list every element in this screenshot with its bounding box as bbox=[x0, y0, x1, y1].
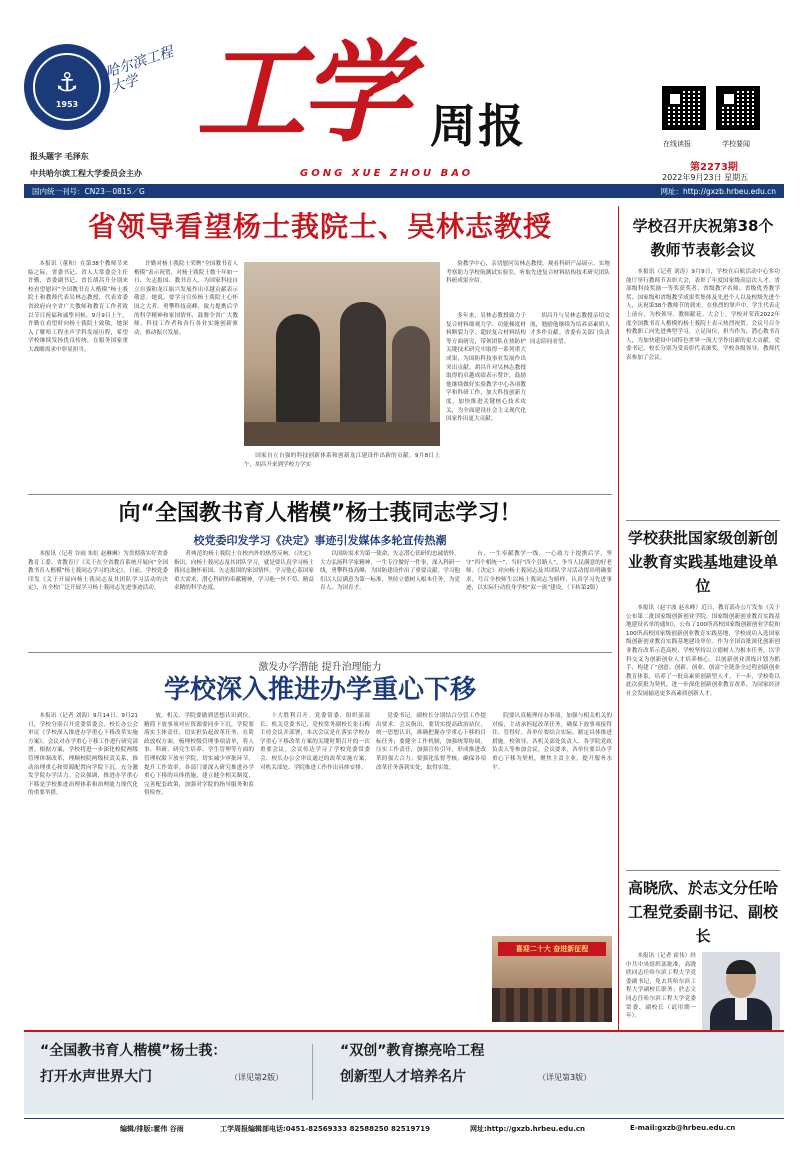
side3-body: 本报讯（记者 霍伟）经中共中央组织部批准，高晓欣同志任哈尔滨工程大学党委副书记，免去其哈尔滨工程大学副校长职务；於志文同志任哈尔滨工程大学党委常委、副校长（试用期一年）。 bbox=[626, 953, 696, 1020]
article3-headline: 学校深入推进办学重心下移 bbox=[163, 675, 476, 705]
article1-col6: 胡昌升与吴林志教授亲切交流，勉励他继续为培养高素质人才多作贡献。省委有关部门负责同志陪同看望。 bbox=[530, 313, 610, 345]
side2-headline: 学校获批国家级创新创业教育实践基地建设单位 bbox=[627, 529, 778, 595]
website-url[interactable]: 网址：http://gxzb.hrbeu.edu.cn bbox=[660, 187, 776, 196]
side1-headline: 学校召开庆祝第38个教师节表彰会议 bbox=[632, 217, 774, 259]
masthead-pinyin: GONG XUE ZHOU BAO bbox=[300, 168, 474, 179]
article1-col4: 验教学中心，亲切慰问吴林志教授，观看科研产品展示，实地考察助力学校航测试实验室，听取先进复合材料结构技术研究团队科研成果介绍。 bbox=[446, 261, 610, 285]
logo-year: 1953 bbox=[55, 100, 79, 109]
article1-col3: 国家自立自强的科技创新体系和创新龙江建设作出新的贡献。9月8日上午，胡昌升来到学校力学实 bbox=[244, 453, 440, 468]
article1-photo bbox=[244, 262, 440, 446]
teaser-right-ref: （详见第3版） bbox=[538, 1073, 592, 1082]
footer-editors: 编辑/排版:霍伟 谷雨 bbox=[120, 1125, 184, 1133]
article2-subhead: 校党委印发学习《决定》事迹引发媒体多轮宣传热潮 bbox=[193, 534, 447, 547]
photo-audience bbox=[492, 988, 612, 1022]
photo-table bbox=[244, 422, 440, 446]
article3-col3: 十大胜利召开。党委常委、组织部部长、机关党委书记、党校常务副校长张石梅主持会议并部署，本次会议是在落实学校办学重心下移改革方案的关键时期召开的一次重要会议。会议传达学习了学校党委常委会、校长办公会审议通过的改革实施方案，对机关部处、学院推进工作作出具体安排。 bbox=[260, 713, 370, 771]
teaser-left-subline[interactable]: 打开水声世界大门 bbox=[40, 1069, 152, 1085]
issue-date: 2022年9月23日 星期五 bbox=[662, 173, 749, 182]
side1-body: 本报讯（记者 刘涛）9月9日，学校在启航活动中心多功能厅举行教师节表彰大会，表彰了年度国家级高层次人才、省部级科技奖励一等奖获奖者、省级教学名师、省级优秀教学奖、国家级和省级教学成果奖集体及先进个人以及校级先进个人，庆祝第38个教师节的到来。在热烈的掌声中，学生代表走上前台，为校领导、教师献花。大会上，学校对荣获2022年度全国教书育人楷模的杨士莪院士表示热烈祝贺。会议号召全校教职工向先进典型学习，立足岗位，担当作为，潜心教书育人，为加快建设中国特色世界一流大学作出新的更大贡献。党委书记、校长分别为受表彰代表颁奖。学校各级领导、教师代表参加了会议。 bbox=[626, 269, 780, 361]
photo-figure-right bbox=[392, 326, 430, 426]
masthead-inscription: 报头题字 毛泽东 bbox=[30, 152, 89, 161]
issue-number: 第2273期 bbox=[690, 162, 738, 173]
article2-col4: 台，一生奉献教学一线，一心致力于提携后学，坚守“四个相统一”，当好“四个引路人”，争当人民满意的好老师。《决定》对向杨士莪同志及其团队学习活动提出明确要求，号召全校师生以杨士莪同志为榜样，认真学习先进事迹，以实际行动投身学校“双一流”建设。（下转第2版） bbox=[466, 551, 612, 592]
article2-col3: 以国防需求为第一使命，矢志潜心钻研的忠诚情怀。大力弘扬科学家精神，一生专注做好一件事，深入科研一线，勇攀科技高峰，为国防建设作出了重要贡献。学习他们以人民满意为第一标准，坚持立德树人根本任务，为党育人、为国育才。 bbox=[320, 551, 460, 592]
sidebar-divider bbox=[618, 206, 619, 1030]
article3-col1: 本报讯（记者 刘海）9月14日、9月21日，学校分别召开党委常委会、校长办公会审议《学校深入推进办学重心下移改革实施方案》，会议对办学重心下移工作进行研究部署。根据方案，学校将进一步深化校院两级管理体制改革，理顺校院两级权责关系，推动治理重心和资源配置向学院下沉，充分激发学院办学活力。会议强调，推进办学重心下移是学校推进治理体系和治理能力现代化的重要举措。 bbox=[28, 713, 138, 797]
article3-kicker: 激发办学潜能 提升治理能力 bbox=[258, 662, 382, 673]
portrait-collar bbox=[735, 998, 747, 1020]
teaser-left-headline[interactable]: “全国教书育人楷模”杨士莪： bbox=[40, 1043, 227, 1059]
qr-code-online-reading[interactable] bbox=[662, 86, 706, 130]
article3-photo bbox=[492, 936, 612, 1022]
publication-number: 国内统一刊号：CN23－0815／G bbox=[32, 187, 145, 196]
qr-right-label: 学校要闻 bbox=[722, 140, 750, 148]
side2-body: 本报讯（赵宇波 赵永峰）近日，教育部办公厅发布《关于公布第二批国家级创新创业学院、国家级创新创业教育实践基地建设名单的通知》，公布了100所高校国家级创新创业学院和100所高校国家级创新创业教育实践基地，学校成功入选国家级创新创业教育实践基地建设单位。作为全国首批深化创新创业教育改革示范高校，学校坚持以立德树人为根本任务，以学科交叉为创新创业人才培养核心，以创新创业训练计划为抓手，构建了“创意、创新、创业、创富”全链条全过程创新创业教育体系，培养了一批高素质创新型人才。下一步，学校将以此次获批为契机，进一步深化创新创业教育改革，为国家经济社会发展输送更多高素质创新人才。 bbox=[626, 605, 780, 697]
info-bar bbox=[24, 184, 784, 198]
photo-banner: 喜迎二十大 奋进新征程 bbox=[498, 942, 606, 956]
footer-office: 工学周报编辑部电话:0451-82569333 82588250 82519719 bbox=[220, 1125, 430, 1133]
masthead-sponsor: 中共哈尔滨工程大学委员会主办 bbox=[30, 169, 142, 178]
footer-email[interactable]: E-mail:gxzb@hrbeu.edu.cn bbox=[630, 1124, 736, 1132]
divider-a1 bbox=[28, 494, 612, 495]
school-logo bbox=[24, 44, 110, 130]
qr-code-school-news[interactable] bbox=[716, 86, 760, 130]
portrait-hair bbox=[726, 960, 756, 974]
article1-col1: 本报讯（董和）在第38个教师节来临之际，省委书记、省人大常委会主任许勤，省委副书记、省长胡昌升分别来校看望慰问“全国教书育人楷模”杨士莪院士和教师代表吴林志教授，代表省委省政府向全省广大教师和教育工作者致以节日祝福和诚挚问候。9月9日上午，许勤在看望时向杨士莪院士致敬，她深入了解哈工程水声学科发展历程，希望学校继续发扬优良传统，在服务国家重大战略需求中彰显担当。 bbox=[28, 261, 128, 353]
masthead-title-gongxue: 工学 bbox=[196, 28, 404, 157]
footer-site[interactable]: 网址:http://gxzb.hrbeu.edu.cn bbox=[470, 1125, 586, 1133]
masthead-title-zhoubao: 周报 bbox=[430, 99, 526, 153]
teaser-right-subline[interactable]: 创新型人才培养名片 bbox=[340, 1069, 466, 1085]
teaser-right-headline[interactable]: “双创”教育擦亮哈工程 bbox=[340, 1043, 485, 1059]
article2-col2: 者典范的杨士莪院士在校内外的热烈反响。《决定》指出，向杨士莪同志及其团队学习，就是要认真学习杨士莪同志胸怀祖国、矢志报国的家国情怀，学习他心系国家重大需求、潜心科研的奉献精神，学习他一丝不苟、精益求精的科学态度。 bbox=[174, 551, 314, 592]
teaser-separator bbox=[312, 1044, 313, 1100]
side3-portrait bbox=[702, 952, 780, 1034]
article1-col2: 许勤对杨士莪院士荣膺“全国教书育人楷模”表示祝贺，对杨士莪院士数十年如一日、矢志报国、教书育人，为国家科技自立自强和龙江振兴发展作出卓越贡献表示敬意。她说，要学习宣传杨士莪院士心怀国之大者、勇攀科技高峰、致力提携后学的科学精神和家国情怀，鼓舞全省广大教师、科技工作者和各行各业实施创新驱动、推动振兴发展。 bbox=[134, 261, 238, 336]
divider-a2 bbox=[28, 652, 612, 653]
article2-col1: 本报讯（记者 谷雨 朱虹 赵琳琳）为贯彻落实好省委教育工委、省教育厅《关于在全省教育系统开展向“全国教书育人楷模”杨士莪同志学习的决定》，日前，学校党委印发《关于开展向杨士莪同志及其团队学习活动的决定》，在全校广泛开展学习杨士莪同志先进事迹活动。 bbox=[28, 551, 168, 592]
article1-col5: 多年来，吴林志教授致力于复合材料细观力学、功能梯度材料断裂力学、超轻复合材料结构等方面研究，带领团队在热防护关键技术研究中取得一系列重大成果，为国防科技事业发展作出突出贡献。胡昌升对吴林志教授取得的卓越成绩表示赞许，鼓励他继续做好实验教学中心各项教学和科研工作，加大科技创新力度，加快推进关键核心技术攻关，为全面建设社会主义现代化国家作出更大贡献。 bbox=[446, 313, 526, 423]
article3-col4: 党委书记、副校长分别结合分管工作提出要求。会议指出，要切实提高政治站位，统一思想认识，准确把握办学重心下移的目标任务；要健全工作机制，加强统筹协调，压实工作责任，加强宣传引导，形成推进改革的强大合力；要强化监督考核，确保各项改革任务落到实处，取得实效。 bbox=[376, 713, 486, 771]
article2-headline: 向“全国教书育人楷模”杨士莪同志学习！ bbox=[118, 501, 522, 526]
side3-headline: 高晓欣、於志文分任哈工程党委副书记、副校长 bbox=[627, 879, 778, 945]
photo-figure-center bbox=[340, 302, 386, 426]
teaser-left-ref: （详见第2版） bbox=[230, 1073, 284, 1082]
divider-s2 bbox=[626, 870, 780, 871]
school-name-calligraphy: 哈尔滨工程大学 bbox=[103, 44, 176, 97]
article3-col2: 放，机关、学院要做到思想认识到位，精简下放事项对应资源要同步下沉，学院要落实主体责任，切实担负起改革任务。在简政放权方面，梳理校级管理事项清单，将人事、科研、研究生培养、学生管理等方面的管理权限下放至学院，切实减少审批环节，提升工作效率。各部门要深入研究推进办学重心下移的具体措施，建立健全相关制度，完善配套政策，加强对学院的指导服务和监督检查。 bbox=[144, 713, 254, 797]
photo-figure-left bbox=[276, 314, 320, 424]
article1-headline: 省领导看望杨士莪院士、吴林志教授 bbox=[87, 210, 552, 243]
qr-left-label: 在线读报 bbox=[663, 140, 691, 148]
divider-s1 bbox=[626, 520, 780, 521]
logo-anchor-icon: ⚓ bbox=[55, 68, 79, 98]
article3-col5: 院要认真梳理待办事项，加强与相关机关的对接，主动承担起改革任务，确保下放事项接得住、管得好。各单位要结合实际，制定具体推进措施。校领导、各机关部处负责人、各学院党政负责人等参加会议。会议要求，各单位要以办学重心下移为契机，聚焦主责主业，提升服务水平。 bbox=[492, 713, 612, 771]
